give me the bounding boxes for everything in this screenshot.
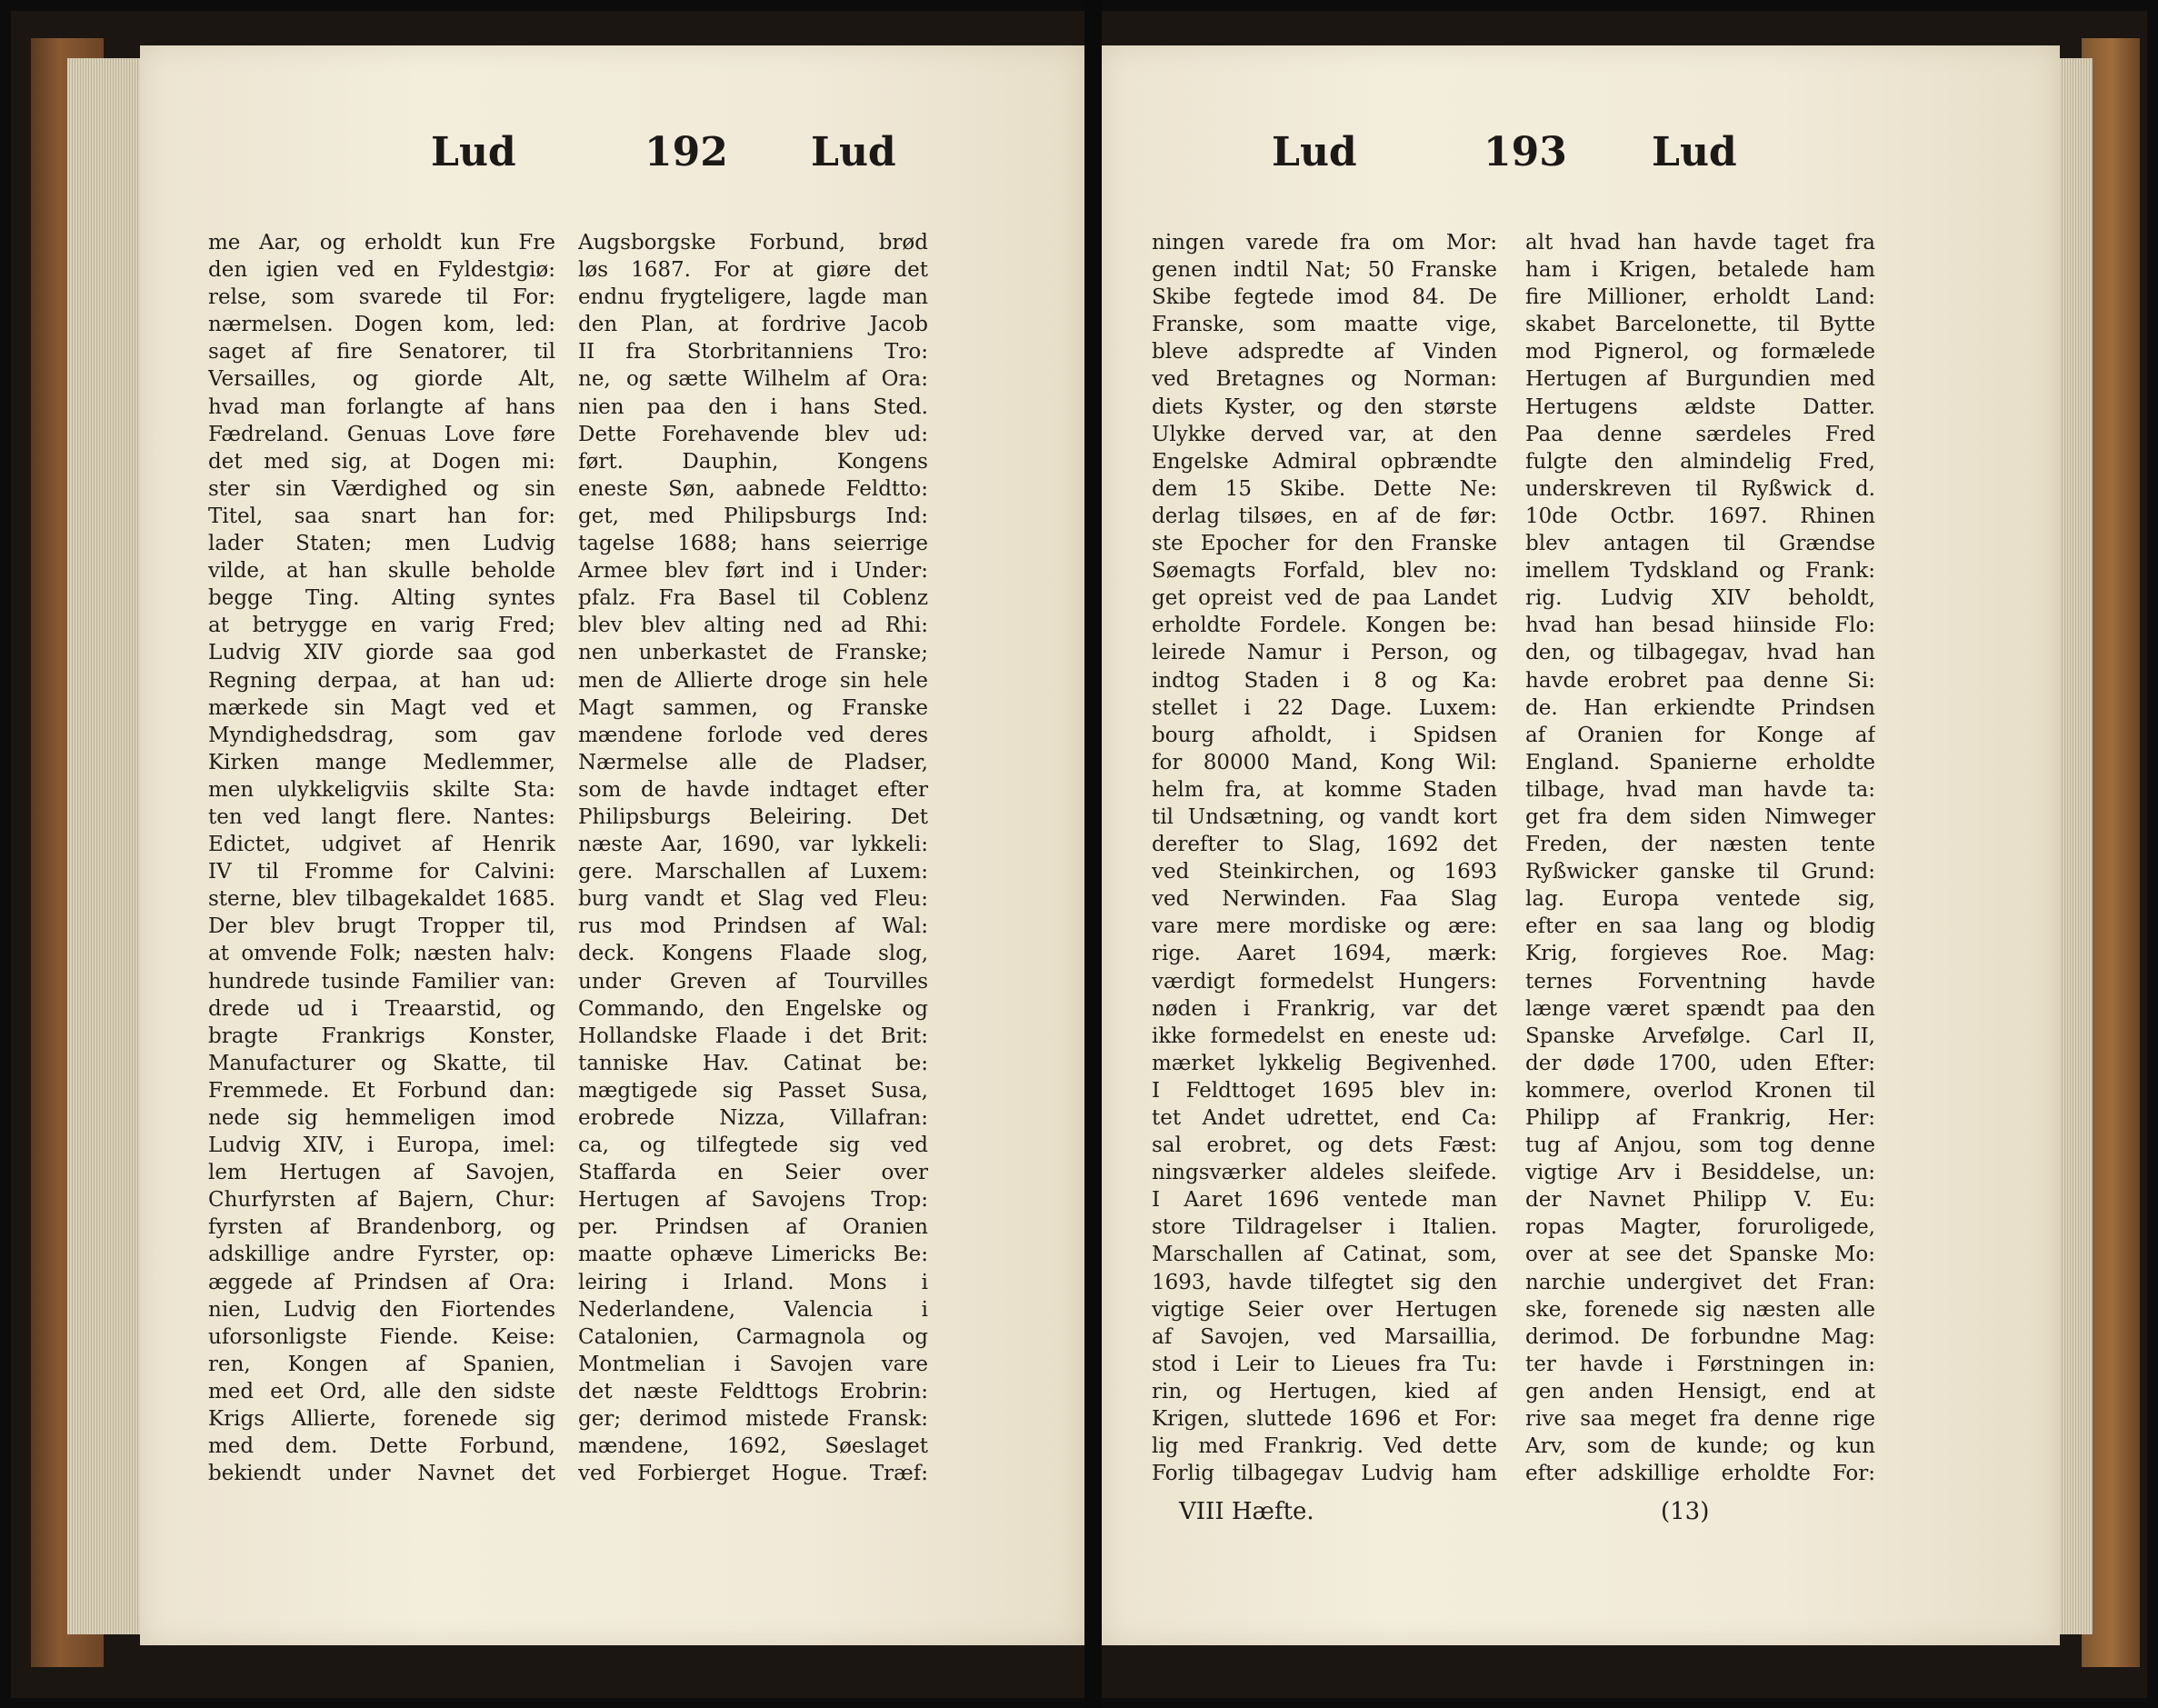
text-line: skabet Barcelonette, til Bytte [1525, 313, 1875, 337]
text-line: mændene forlode ved deres [578, 723, 928, 747]
running-head-right [1102, 129, 2060, 193]
text-line: Myndighedsdrag, som gav [208, 723, 555, 747]
text-line: hvad man forlangte af hans [208, 395, 555, 419]
text-line: efter en saa lang og blodig [1525, 914, 1875, 939]
text-line: den, og tilbagegav, hvad han [1525, 641, 1875, 665]
text-line: Montmelian i Savojen vare [578, 1352, 928, 1376]
text-line: ved Steinkirchen, og 1693 [1152, 860, 1497, 884]
text-line: Philipp af Frankrig, Her: [1525, 1106, 1875, 1130]
text-line: nærmelsen. Dogen kom, led: [208, 313, 555, 337]
text-line: alt hvad han havde taget fra [1525, 231, 1875, 255]
text-line: adskillige andre Fyrster, op: [208, 1243, 555, 1267]
text-line: indtog Staden i 8 og Ka: [1152, 668, 1497, 693]
text-line: Spanske Arvefølge. Carl II, [1525, 1024, 1875, 1048]
page-edges-left [67, 58, 149, 1634]
text-line: over at see det Spanske Mo: [1525, 1243, 1875, 1267]
text-line: burg vandt et Slag ved Fleu: [578, 887, 928, 912]
text-line: genen indtil Nat; 50 Franske [1152, 258, 1497, 283]
text-line: ningen varede fra om Mor: [1152, 231, 1497, 255]
text-line: begge Ting. Alting syntes [208, 586, 555, 611]
headword-right: Lud [811, 129, 896, 175]
text-line: sal erobret, og dets Fæst: [1152, 1134, 1497, 1158]
text-line: værdigt formedelst Hungers: [1152, 969, 1497, 994]
text-line: Hertugen af Burgundien med [1525, 367, 1875, 392]
text-line: stod i Leir to Lieues fra Tu: [1152, 1352, 1497, 1376]
text-line: Catalonien, Carmagnola og [578, 1324, 928, 1349]
text-line: ske, forenede sig næsten alle [1525, 1297, 1875, 1322]
text-line: 10de Octbr. 1697. Rhinen [1525, 504, 1875, 528]
text-line: rige. Aaret 1694, mærk: [1152, 942, 1497, 966]
text-line: ved Nerwinden. Faa Slag [1152, 887, 1497, 912]
text-line: Churfyrsten af Bajern, Chur: [208, 1188, 555, 1213]
text-line: lader Staten; men Ludvig [208, 532, 555, 556]
text-line: Staffarda en Seier over [578, 1161, 928, 1185]
text-line: løs 1687. For at giøre det [578, 258, 928, 283]
text-line: for 80000 Mand, Kong Wil: [1152, 750, 1497, 774]
text-line: Augsborgske Forbund, brød [578, 231, 928, 255]
text-line: den igien ved en Fyldestgiø: [208, 258, 555, 283]
text-line: det næste Feldttogs Erobrin: [578, 1379, 928, 1403]
running-head-left [140, 129, 1084, 193]
text-line: ført. Dauphin, Kongens [578, 449, 928, 474]
text-line: derlag tilsøes, en af de før: [1152, 504, 1497, 528]
text-line: ca, og tilfegtede sig ved [578, 1134, 928, 1158]
text-line: England. Spanierne erholdte [1525, 750, 1875, 774]
text-line: ternes Forventning havde [1525, 969, 1875, 994]
text-line: at omvende Folk; næsten halv: [208, 942, 555, 966]
text-line: derefter to Slag, 1692 det [1152, 833, 1497, 857]
text-line: Versailles, og giorde Alt, [208, 367, 555, 392]
text-line: Philipsburgs Beleiring. Det [578, 804, 928, 829]
text-line: ved Forbierget Hogue. Træf: [578, 1462, 928, 1486]
text-line: helm fra, at komme Staden [1152, 777, 1497, 802]
text-line: ter havde i Førstningen in: [1525, 1352, 1875, 1376]
text-line: vare mere mordiske og ære: [1152, 914, 1497, 939]
text-line: tanniske Hav. Catinat be: [578, 1051, 928, 1075]
text-line: Freden, der næsten tente [1525, 833, 1875, 857]
text-column-1 [1152, 229, 1497, 1487]
text-line: tet Andet udrettet, end Ca: [1152, 1106, 1497, 1130]
text-line: Marschallen af Catinat, som, [1152, 1243, 1497, 1267]
page-footer [1102, 1498, 2060, 1534]
text-line: fyrsten af Brandenborg, og [208, 1215, 555, 1240]
text-line: Kirken mange Medlemmer, [208, 750, 555, 774]
text-line: mægtigede sig Passet Susa, [578, 1078, 928, 1103]
text-line: som de havde indtaget efter [578, 777, 928, 802]
text-line: ger; derimod mistede Fransk: [578, 1407, 928, 1432]
text-line: ste Epocher for den Franske [1152, 532, 1497, 556]
text-line: rive saa meget fra denne rige [1525, 1407, 1875, 1432]
headword-left: Lud [431, 129, 516, 175]
text-line: Hertugens ældste Datter. [1525, 395, 1875, 419]
text-line: ster sin Værdighed og sin [208, 476, 555, 501]
text-line: Krigen, sluttede 1696 et For: [1152, 1407, 1497, 1432]
page-number: 192 [644, 129, 728, 175]
text-line: leiring i Irland. Mons i [578, 1270, 928, 1294]
text-line: hundrede tusinde Familier van: [208, 969, 555, 994]
text-line: underskreven til Ryßwick d. [1525, 476, 1875, 501]
text-line: I Feldttoget 1695 blev in: [1152, 1078, 1497, 1103]
headword-left: Lud [1272, 129, 1357, 175]
text-line: lem Hertugen af Savojen, [208, 1161, 555, 1185]
scan-divider [1084, 0, 1102, 1708]
text-line: Søemagts Forfald, blev no: [1152, 559, 1497, 584]
text-line: diets Kyster, og den største [1152, 395, 1497, 419]
text-line: Skibe fegtede imod 84. De [1152, 285, 1497, 310]
text-line: længe været spændt paa den [1525, 996, 1875, 1021]
text-line: store Tildragelser i Italien. [1152, 1215, 1497, 1240]
text-line: II fra Storbritanniens Tro: [578, 340, 928, 365]
text-line: Dette Forehavende blev ud: [578, 422, 928, 446]
text-line: maatte ophæve Limericks Be: [578, 1243, 928, 1267]
text-line: derimod. De forbundne Mag: [1525, 1324, 1875, 1349]
text-line: Ulykke derved var, at den [1152, 422, 1497, 446]
text-line: nøden i Frankrig, var det [1152, 996, 1497, 1021]
text-line: Krig, forgieves Roe. Mag: [1525, 942, 1875, 966]
text-line: Hollandske Flaade i det Brit: [578, 1024, 928, 1048]
text-line: drede ud i Treaarstid, og [208, 996, 555, 1021]
text-line: Armee blev ført ind i Under: [578, 559, 928, 584]
text-line: ved Bretagnes og Norman: [1152, 367, 1497, 392]
text-line: Nederlandene, Valencia i [578, 1297, 928, 1322]
text-line: bragte Frankrigs Konster, [208, 1024, 555, 1048]
text-line: efter adskillige erholdte For: [1525, 1462, 1875, 1486]
text-line: Ludvig XIV, i Europa, imel: [208, 1134, 555, 1158]
text-line: bleve adspredte af Vinden [1152, 340, 1497, 365]
text-line: nede sig hemmeligen imod [208, 1106, 555, 1130]
text-line: Hertugen af Savojens Trop: [578, 1188, 928, 1213]
text-line: Forlig tilbagegav Ludvig ham [1152, 1462, 1497, 1486]
text-line: at betrygge en varig Fred; [208, 614, 555, 638]
text-line: deck. Kongens Flaade slog, [578, 942, 928, 966]
text-line: mærkede sin Magt ved et [208, 695, 555, 720]
text-line: get fra dem siden Nimweger [1525, 804, 1875, 829]
text-line: bourg afholdt, i Spidsen [1152, 723, 1497, 747]
text-line: men de Allierte droge sin hele [578, 668, 928, 693]
right-page [1102, 45, 2060, 1645]
text-line: pfalz. Fra Basel til Coblenz [578, 586, 928, 611]
text-line: me Aar, og erholdt kun Fre [208, 231, 555, 255]
text-line: Paa denne særdeles Fred [1525, 422, 1875, 446]
text-line: tilbage, hvad man havde ta: [1525, 777, 1875, 802]
text-line: nien paa den i hans Sted. [578, 395, 928, 419]
text-line: bekiendt under Navnet det [208, 1462, 555, 1486]
text-line: Regning derpaa, at han ud: [208, 668, 555, 693]
text-line: lag. Europa ventede sig, [1525, 887, 1875, 912]
text-line: af Oranien for Konge af [1525, 723, 1875, 747]
text-line: med eet Ord, alle den sidste [208, 1379, 555, 1403]
text-line: saget af fire Senatorer, til [208, 340, 555, 365]
text-line: med dem. Dette Forbund, [208, 1434, 555, 1459]
text-line: mod Pignerol, og formælede [1525, 340, 1875, 365]
text-line: der Navnet Philipp V. Eu: [1525, 1188, 1875, 1213]
text-line: tug af Anjou, som tog denne [1525, 1134, 1875, 1158]
text-line: imellem Tydskland og Frank: [1525, 559, 1875, 584]
text-column-2 [578, 229, 928, 1487]
text-line: af Savojen, ved Marsaillia, [1152, 1324, 1497, 1349]
text-line: I Aaret 1696 ventede man [1152, 1188, 1497, 1213]
text-line: kommere, overlod Kronen til [1525, 1078, 1875, 1103]
sheet-number: (13) [1661, 1498, 1710, 1525]
text-column-1 [208, 229, 555, 1487]
text-line: vilde, at han skulle beholde [208, 559, 555, 584]
text-column-2 [1525, 229, 1875, 1487]
text-line: Edictet, udgivet af Henrik [208, 833, 555, 857]
text-line: eneste Søn, aabnede Feldtto: [578, 476, 928, 501]
text-line: Manufacturer og Skatte, til [208, 1051, 555, 1075]
text-line: rin, og Hertugen, kied af [1152, 1379, 1497, 1403]
text-line: Magt sammen, og Franske [578, 695, 928, 720]
text-line: vigtige Arv i Besiddelse, un: [1525, 1161, 1875, 1185]
text-line: ham i Krigen, betalede ham [1525, 258, 1875, 283]
text-line: IV til Fromme for Calvini: [208, 860, 555, 884]
text-line: relse, som svarede til For: [208, 285, 555, 310]
text-line: næste Aar, 1690, var lykkeli: [578, 833, 928, 857]
text-line: ikke formedelst en eneste ud: [1152, 1024, 1497, 1048]
text-line: blev blev alting ned ad Rhi: [578, 614, 928, 638]
text-line: nen unberkastet de Franske; [578, 641, 928, 665]
text-line: fire Millioner, erholdt Land: [1525, 285, 1875, 310]
text-line: under Greven af Tourvilles [578, 969, 928, 994]
text-line: tagelse 1688; hans seierrige [578, 532, 928, 556]
text-line: Titel, saa snart han for: [208, 504, 555, 528]
text-line: get, med Philipsburgs Ind: [578, 504, 928, 528]
text-line: mændene, 1692, Søeslaget [578, 1434, 928, 1459]
text-line: Arv, som de kunde; og kun [1525, 1434, 1875, 1459]
text-line: Franske, som maatte vige, [1152, 313, 1497, 337]
text-line: per. Prindsen af Oranien [578, 1215, 928, 1240]
text-line: ningsværker aldeles sleifede. [1152, 1161, 1497, 1185]
text-line: gere. Marschallen af Luxem: [578, 860, 928, 884]
text-line: gen anden Hensigt, end at [1525, 1379, 1875, 1403]
text-line: nien, Ludvig den Fiortendes [208, 1297, 555, 1322]
text-line: lig med Frankrig. Ved dette [1152, 1434, 1497, 1459]
text-line: rus mod Prindsen af Wal: [578, 914, 928, 939]
text-line: endnu frygteligere, lagde man [578, 285, 928, 310]
text-line: ne, og sætte Wilhelm af Ora: [578, 367, 928, 392]
text-line: Der blev brugt Tropper til, [208, 914, 555, 939]
text-line: Fædreland. Genuas Love føre [208, 422, 555, 446]
text-line: Fremmede. Et Forbund dan: [208, 1078, 555, 1103]
text-line: Ryßwicker ganske til Grund: [1525, 860, 1875, 884]
right-page-scan [1102, 11, 2147, 1698]
text-line: men ulykkeligviis skilte Sta: [208, 777, 555, 802]
text-line: det med sig, at Dogen mi: [208, 449, 555, 474]
text-line: mærket lykkelig Begivenhed. [1152, 1051, 1497, 1075]
headword-right: Lud [1652, 129, 1737, 175]
text-line: der døde 1700, uden Efter: [1525, 1051, 1875, 1075]
text-line: den Plan, at fordrive Jacob [578, 313, 928, 337]
text-line: get opreist ved de paa Landet [1152, 586, 1497, 611]
text-line: erobrede Nizza, Villafran: [578, 1106, 928, 1130]
text-line: fulgte den almindelig Fred, [1525, 449, 1875, 474]
text-line: rig. Ludvig XIV beholdt, [1525, 586, 1875, 611]
text-line: havde erobret paa denne Si: [1525, 668, 1875, 693]
text-line: vigtige Seier over Hertugen [1152, 1297, 1497, 1322]
text-line: stellet i 22 Dage. Luxem: [1152, 695, 1497, 720]
text-line: Ludvig XIV giorde saa god [208, 641, 555, 665]
text-line: Krigs Allierte, forenede sig [208, 1407, 555, 1432]
text-line: til Undsætning, og vandt kort [1152, 804, 1497, 829]
text-line: ten ved langt flere. Nantes: [208, 804, 555, 829]
text-line: sterne, blev tilbagekaldet 1685. [208, 887, 555, 912]
text-line: ropas Magter, foruroligede, [1525, 1215, 1875, 1240]
text-line: hvad han besad hiinside Flo: [1525, 614, 1875, 638]
text-line: 1693, havde tilfegtet sig den [1152, 1270, 1497, 1294]
text-line: blev antagen til Grændse [1525, 532, 1875, 556]
text-line: æggede af Prindsen af Ora: [208, 1270, 555, 1294]
signature-mark: VIII Hæfte. [1179, 1498, 1314, 1525]
text-line: narchie undergivet det Fran: [1525, 1270, 1875, 1294]
text-line: erholdte Fordele. Kongen be: [1152, 614, 1497, 638]
page-number: 193 [1484, 129, 1567, 175]
text-line: ren, Kongen af Spanien, [208, 1352, 555, 1376]
left-page [140, 45, 1084, 1645]
text-line: Engelske Admiral opbrændte [1152, 449, 1497, 474]
text-line: de. Han erkiendte Prindsen [1525, 695, 1875, 720]
text-line: dem 15 Skibe. Dette Ne: [1152, 476, 1497, 501]
left-page-scan [11, 11, 1084, 1698]
text-line: Commando, den Engelske og [578, 996, 928, 1021]
text-line: Nærmelse alle de Pladser, [578, 750, 928, 774]
text-line: leirede Namur i Person, og [1152, 641, 1497, 665]
text-line: uforsonligste Fiende. Keise: [208, 1324, 555, 1349]
